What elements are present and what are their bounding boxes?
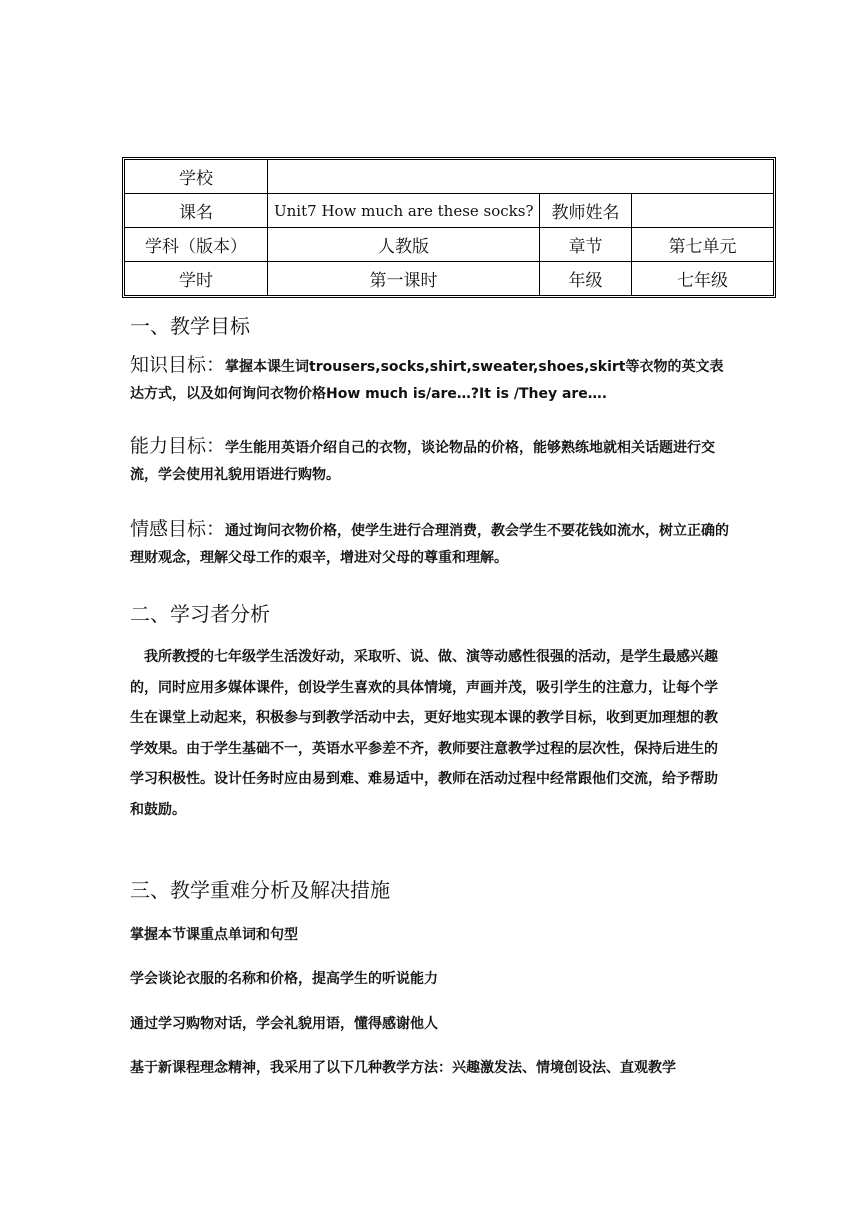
teacher-name-value [632,194,773,228]
table-row [125,194,773,228]
emotion-objective-lead: 情感目标： [130,518,226,540]
ability-objective [130,433,730,489]
chapter-label: 章节 [540,228,632,262]
grade-label: 年级 [540,262,632,295]
period-label: 学时 [125,262,268,295]
table-row [125,160,773,194]
knowledge-objective-text: 掌握本课生词trousers,socks,shirt,sweater,shoes,skirt等衣物的英文表达方式，以及如何询问衣物价格How much is/are…?It is /They are…. [130,359,724,402]
ability-objective-lead: 能力目标： [130,435,226,457]
section-title-objectives: 一、教学目标 [130,314,250,338]
key-point-line: 学会谈论衣服的名称和价格，提高学生的听说能力 [130,971,438,987]
subject-value: 人教版 [268,228,540,262]
learner-analysis-text: 我所教授的七年级学生活泼好动，采取听、说、做、演等动感性很强的活动，是学生最感兴趣的，同时应用多媒体课件，创设学生喜欢的具体情境，声画并茂，吸引学生的注意力，让每个学生在课堂上动起来，积极参与到教学活动中去，更好地实现本课的教学目标，收到更加理想的教学效果。由于学生基础不一，英语水平参差不齐，教师要注意教学过程的层次性，保持后进生的学习积极性。设计任务时应由易到难、难易适中，教师在活动过程中经常跟他们交流，给予帮助和鼓励。 [130,649,718,818]
school-value [268,160,773,194]
teacher-name-label: 教师姓名 [540,194,632,228]
key-point-line: 掌握本节课重点单词和句型 [130,927,298,943]
emotion-objective-text: 通过询问衣物价格，使学生进行合理消费，教会学生不要花钱如流水，树立正确的理财观念，理解父母工作的艰辛，增进对父母的尊重和理解。 [130,523,730,566]
key-point-line: 基于新课程理念精神，我采用了以下几种教学方法：兴趣激发法、情境创设法、直观教学 [130,1060,676,1076]
section-title-learner-analysis: 二、学习者分析 [130,602,270,626]
knowledge-objective-lead: 知识目标： [130,354,226,376]
section-title-key-points: 三、教学重难分析及解决措施 [130,878,390,902]
table-row [125,262,773,295]
course-name-label: 课名 [125,194,268,228]
ability-objective-text: 学生能用英语介绍自己的衣物，谈论物品的价格，能够熟练地就相关话题进行交流，学会使用礼貌用语进行购物。 [130,440,716,483]
course-name-value: Unit7 How much are these socks? [268,194,540,228]
lesson-info-table [122,157,776,298]
period-value: 第一课时 [268,262,540,295]
key-point-line: 通过学习购物对话，学会礼貌用语，懂得感谢他人 [130,1016,438,1032]
emotion-objective [130,516,730,572]
chapter-value: 第七单元 [632,228,773,262]
subject-label: 学科（版本） [125,228,268,262]
grade-value: 七年级 [677,271,728,291]
table-row [125,228,773,262]
knowledge-objective [130,352,730,408]
school-label: 学校 [125,160,268,194]
